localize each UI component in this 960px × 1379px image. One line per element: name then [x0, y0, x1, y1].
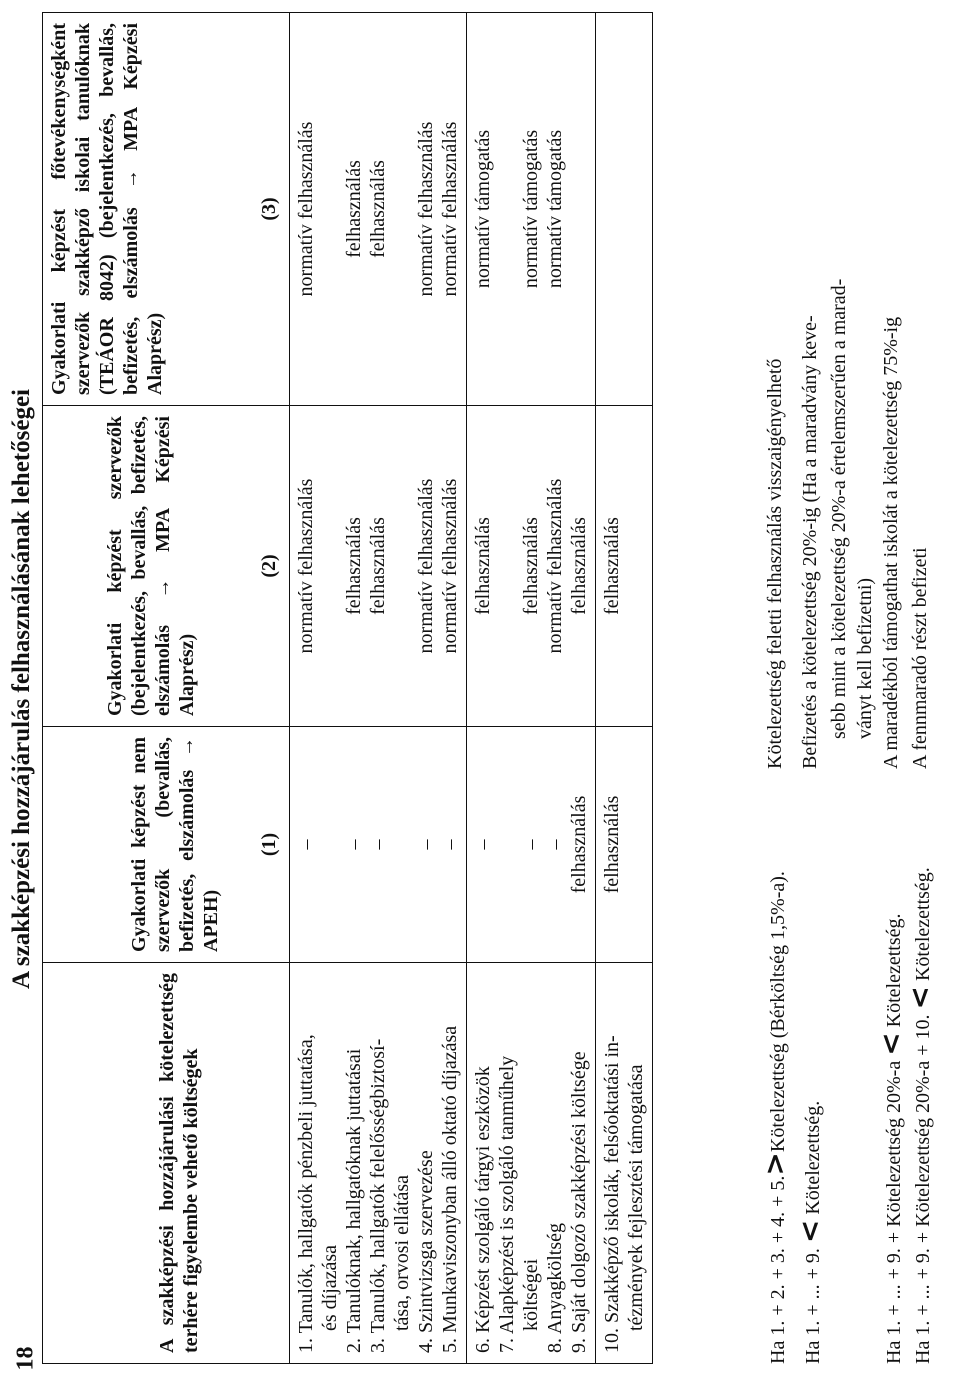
- group3-col1: felhasználás: [596, 727, 653, 963]
- list-item: és díjazása: [319, 1244, 341, 1331]
- list-item: 6. Képzést szolgáló tárgyi eszközök: [472, 1066, 494, 1353]
- group1-items: [290, 963, 467, 1364]
- less-than-symbol: <: [903, 986, 936, 1010]
- header-row: [43, 13, 290, 1364]
- list-item: tása, orvosi ellátása: [391, 1174, 413, 1331]
- list-item: 9. Saját dolgozó szakképzési költsége: [568, 1051, 590, 1353]
- page-title: A szakképzési hozzájárulás felhasználásának lehetőségei: [8, 389, 35, 989]
- list-item: 5. Munkaviszonyban álló oktató díjazása: [439, 1025, 461, 1353]
- list-item: 7. Alapképzést is szolgáló tanműhely: [496, 1055, 518, 1353]
- list-item: tézmények fejlesztési támogatása: [625, 1064, 647, 1331]
- header-col0: A szakképzési hozzájárulási kötelezettség terhére figyelembe vehető költségek: [43, 963, 290, 1364]
- contribution-table: [42, 12, 653, 1364]
- group1-col1: – – – – –: [290, 727, 467, 963]
- less-than-symbol: <: [793, 1219, 826, 1244]
- group1-col3: normatív felhasználás felhasználás felhasználás normatív felhasználás normatív felhasználás: [290, 13, 467, 406]
- conditions-block: [758, 12, 936, 1364]
- page-number: 18: [12, 1346, 39, 1371]
- list-item: 10. Szakképző iskolák, felsőoktatási in-: [601, 1035, 623, 1353]
- column-number-3: (3): [258, 197, 280, 221]
- list-item: 4. Szintvizsga szervezése: [415, 1150, 437, 1353]
- list-item: 8. Anyagköltség: [544, 1223, 566, 1353]
- table-row: [290, 13, 467, 1364]
- column-number-2: (2): [258, 554, 280, 578]
- table-row: [467, 13, 596, 1364]
- group2-col3: normatív támogatás normatív támogatás normatív támogatás: [467, 13, 596, 406]
- column-number-1: (1): [258, 832, 280, 857]
- header-col2: Gyakorlati képzést szervezők (bejelentkezés, bevallás, befizetés, elszámolás → MPA Képzési Alaprész) (2): [43, 406, 290, 727]
- group3-col2: felhasználás: [596, 406, 653, 727]
- list-item: 3. Tanulók, hallgatók felelősségbiztosí-: [367, 1038, 389, 1353]
- group2-col1: – – – felhasználás: [467, 727, 596, 963]
- group2-col2: felhasználás felhasználás normatív felhasználás felhasználás: [467, 406, 596, 727]
- header-col3: Gyakorlati képzést főtevékenységként szervezők szakképző iskolai tanulóknak (TEÁOR 8042) (bejelentkezés, bevallás, befizetés, elszámolás → MPA Képzési Alaprész) (3): [43, 13, 290, 406]
- condition-line: Ha 1. + 2. + 3. + 4. + 5.>Kötelezettség (Bérköltség 1,5%-a). Kötelezettség feletti felhasználás visszaigényelhető: [758, 358, 791, 1364]
- condition-line: Ha 1. + ... + 9. + Kötelezettség 20%-a < Kötelezettség. A maradékból támogathat iskolát a kötelezettség 75%-ig: [874, 316, 907, 1364]
- condition-line: sebb mint a kötelezettség 20%-a értelemszerűen a marad-: [828, 278, 850, 739]
- less-than-symbol: <: [874, 1032, 907, 1056]
- condition-line: Ha 1. + ... + 9. < Kötelezettség. Befizetés a kötelezettség 20%-ig (Ha a maradvány keve-: [793, 315, 826, 1364]
- list-item: 2. Tanulóknak, hallgatóknak juttatásai: [343, 1048, 365, 1353]
- group1-col2: normatív felhasználás felhasználás felhasználás normatív felhasználás normatív felhasználás: [290, 406, 467, 727]
- list-item: költségei: [520, 1258, 542, 1331]
- group2-items: [467, 963, 596, 1364]
- header-col1: Gyakorlati képzést nem szervezők (bevallás, befizetés, elszámolás → APEH) (1): [43, 727, 290, 963]
- condition-line: Ha 1. + ... + 9. + Kötelezettség 20%-a + 10. < Kötelezettség. A fennmaradó részt befizeti: [903, 547, 936, 1364]
- list-item: 1. Tanulók, hallgatók pénzbeli juttatása,: [295, 1034, 317, 1353]
- group3-items: [596, 963, 653, 1364]
- condition-line: ványt kell befizetni): [854, 577, 876, 739]
- group3-col3: [596, 13, 653, 406]
- table-row: [596, 13, 653, 1364]
- greater-than-symbol: >: [758, 1152, 791, 1176]
